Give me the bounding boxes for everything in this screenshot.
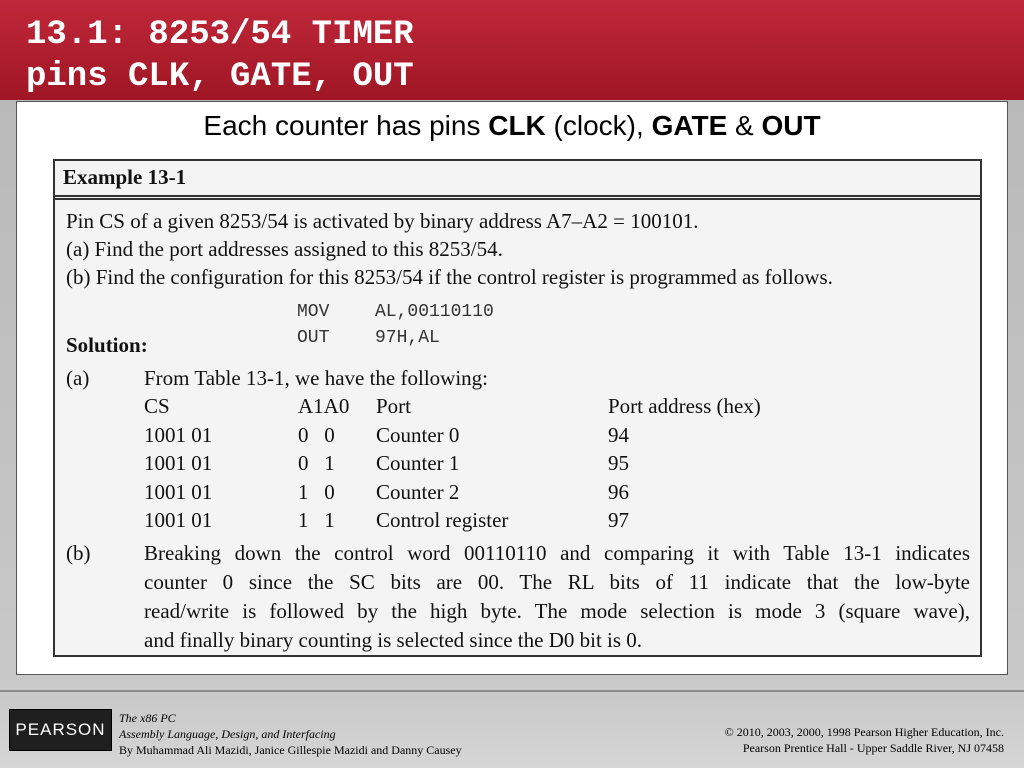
part-b-line: Breaking down the control word 00110110 and comparing it with Table 13-1 indicates (144, 541, 970, 565)
book-credit (119, 710, 462, 758)
copyright-line-1: © 2010, 2003, 2000, 1998 Pearson Higher Education, Inc. (724, 725, 1004, 739)
table-header: A1A0 (298, 394, 350, 418)
code-arg: AL,00110110 (375, 302, 494, 322)
table-cell: 1 1 (298, 508, 335, 532)
slide-title-line-1: 13.1: 8253/54 TIMER (26, 16, 414, 54)
book-subtitle: Assembly Language, Design, and Interfacing (119, 727, 336, 741)
code-arg: 97H,AL (375, 328, 440, 348)
slide-title (26, 14, 414, 98)
table-cell: 0 0 (298, 423, 335, 447)
copyright (725, 724, 1004, 756)
table-header: Port (376, 394, 412, 418)
part-a-label: (a) (66, 366, 90, 390)
part-b-label: (b) (66, 541, 91, 565)
table-cell: Counter 1 (376, 451, 460, 475)
subtitle-text-1: Each counter has pins (203, 110, 489, 141)
part-b-line: counter 0 since the SC bits are 00. The RL bits of 11 indicate that the low-byte (144, 570, 970, 594)
table-cell: 1 0 (298, 480, 335, 504)
table-cell: 1001 01 (144, 480, 213, 504)
problem-line: Pin CS of a given 8253/54 is activated by binary address A7–A2 = 100101. (66, 209, 699, 233)
book-title: The x86 PC (119, 711, 176, 725)
footer-divider (0, 690, 1024, 692)
part-a-intro: From Table 13-1, we have the following: (144, 366, 488, 390)
solution-label: Solution: (66, 333, 148, 357)
subtitle-text-3: & (727, 110, 762, 141)
subtitle-clk: CLK (488, 110, 546, 141)
table-cell: 1001 01 (144, 451, 213, 475)
table-cell: Counter 0 (376, 423, 460, 447)
slide-subtitle (0, 110, 1024, 142)
example-header (55, 161, 980, 200)
example-box (53, 159, 982, 657)
table-cell: 1001 01 (144, 423, 213, 447)
copyright-line-2: Pearson Prentice Hall - Upper Saddle River, NJ 07458 (742, 741, 1004, 755)
example-title: Example 13-1 (63, 165, 187, 189)
table-cell: 96 (608, 480, 629, 504)
table-cell: 95 (608, 451, 629, 475)
table-cell: Counter 2 (376, 480, 460, 504)
part-b-line: read/write is followed by the high byte. The mode selection is mode 3 (square wave), (144, 599, 970, 623)
table-cell: 0 1 (298, 451, 335, 475)
pearson-logo: PEARSON (9, 709, 112, 751)
table-header: Port address (hex) (608, 394, 761, 418)
table-cell: 94 (608, 423, 629, 447)
part-b-line: and finally binary counting is selected since the D0 bit is 0. (144, 628, 643, 652)
table-header: CS (144, 394, 170, 418)
subtitle-gate: GATE (651, 110, 728, 141)
table-cell: 1001 01 (144, 508, 213, 532)
problem-line: (a) Find the port addresses assigned to this 8253/54. (66, 237, 503, 261)
code-op: OUT (297, 328, 330, 348)
subtitle-text-2: (clock), (545, 110, 652, 141)
code-op: MOV (297, 302, 330, 322)
slide-title-line-2: pins CLK, GATE, OUT (26, 58, 414, 96)
table-cell: 97 (608, 508, 629, 532)
book-authors: By Muhammad Ali Mazidi, Janice Gillespie Mazidi and Danny Causey (119, 743, 462, 757)
table-cell: Control register (376, 508, 509, 532)
subtitle-out: OUT (761, 110, 821, 141)
problem-line: (b) Find the configuration for this 8253/54 if the control register is programmed as follows. (66, 265, 833, 289)
